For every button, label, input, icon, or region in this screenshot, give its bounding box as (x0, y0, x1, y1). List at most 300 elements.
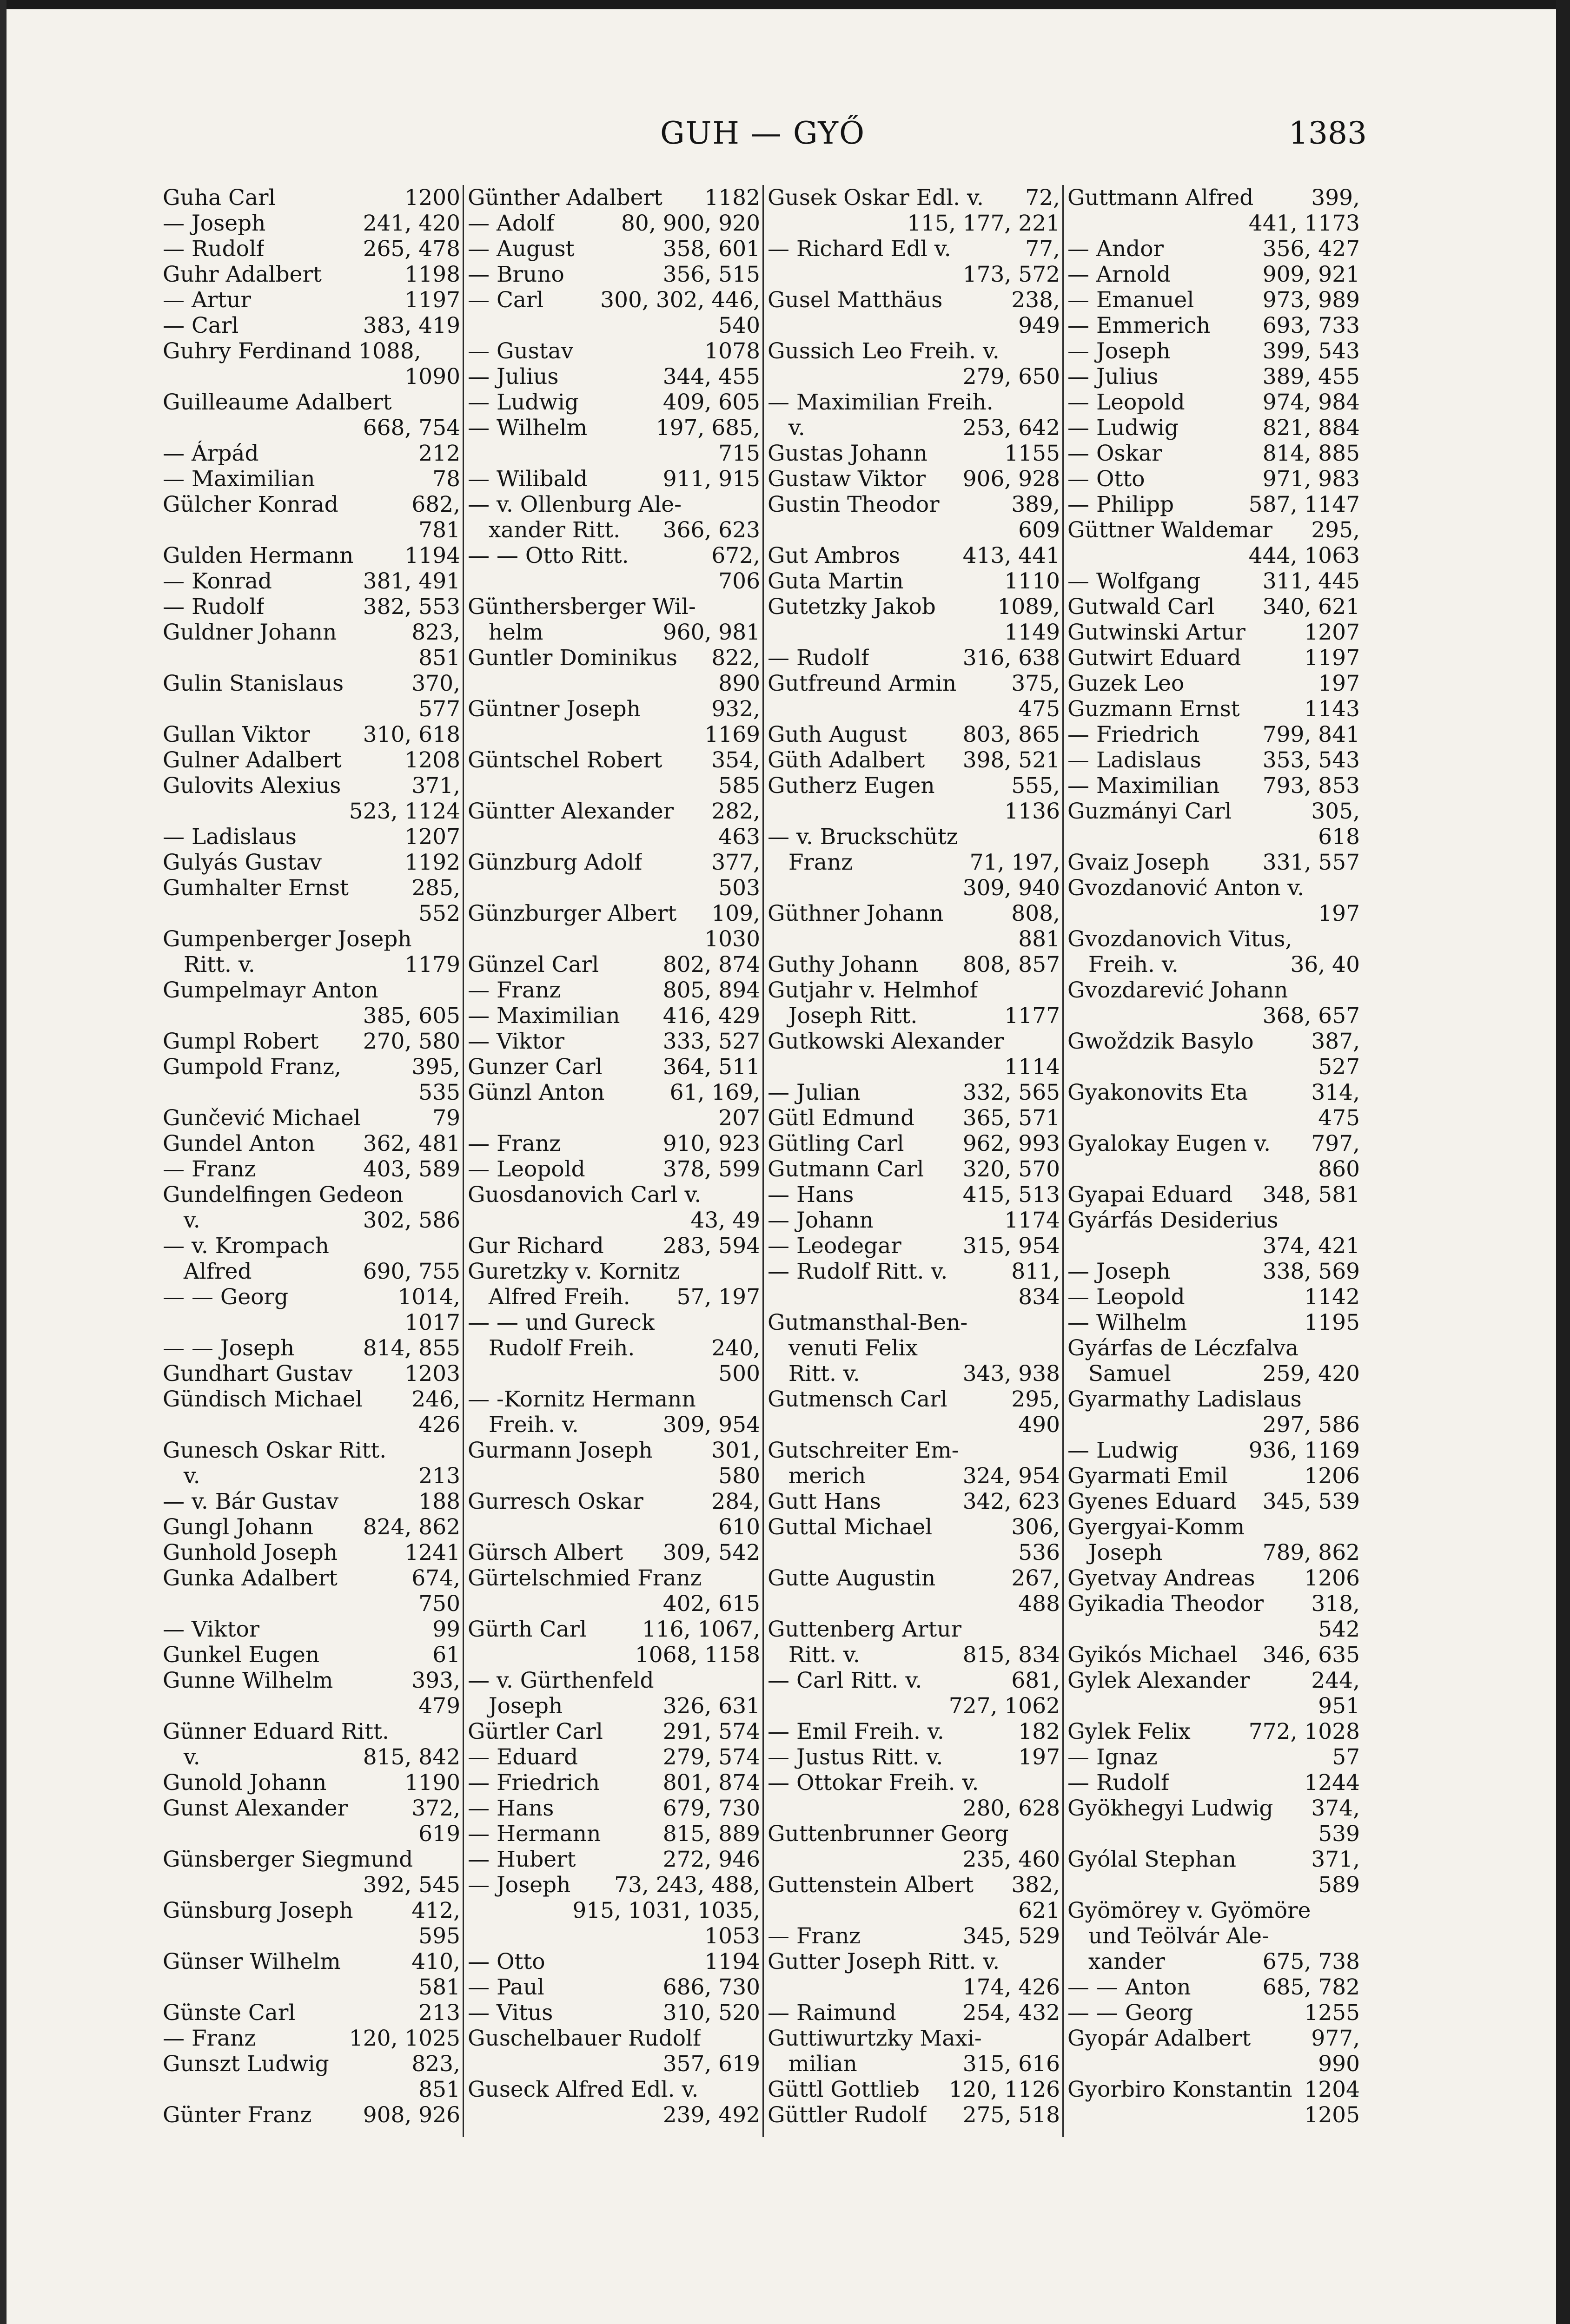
entry-pages: 1030 (704, 926, 760, 952)
entry-name: Gulin Stanislaus (163, 671, 344, 696)
index-entry (1067, 568, 1360, 594)
index-entry (1067, 824, 1360, 850)
entry-pages: 315, 954 (962, 1233, 1060, 1259)
entry-pages: 580 (718, 1463, 760, 1489)
entry-pages: 823, (411, 620, 460, 645)
entry-pages: 1014, (397, 1284, 460, 1310)
entry-pages: 824, 862 (363, 1514, 460, 1540)
index-entry (768, 568, 1060, 594)
entry-pages: 1195 (1304, 1310, 1360, 1335)
index-entry (468, 1131, 760, 1156)
entry-pages: 244, (1311, 1668, 1360, 1693)
index-entry (768, 952, 1060, 977)
entry-name: — Ignaz (1067, 1744, 1158, 1770)
entry-pages: 265, 478 (363, 236, 460, 262)
entry-name: — Carl Ritt. v. (768, 1668, 922, 1693)
entry-pages: 366, 623 (662, 517, 760, 543)
entry-name: Güntschel Robert (468, 747, 662, 773)
entry-pages: 915, 1031, 1035, (572, 1898, 760, 1923)
index-entry (1067, 1949, 1360, 1974)
index-entry (468, 952, 760, 977)
entry-name: Guttenbrunner Georg (768, 1821, 1009, 1847)
entry-pages: 272, 946 (662, 1847, 760, 1872)
index-entry (1067, 1029, 1360, 1054)
index-entry (1067, 850, 1360, 875)
index-entry (1067, 287, 1360, 313)
entry-pages: 415, 513 (962, 1182, 1060, 1208)
index-entry (1067, 645, 1360, 671)
entry-pages: 354, (711, 747, 760, 773)
index-entry (163, 1489, 460, 1514)
index-entry (468, 1438, 760, 1463)
index-entry (1067, 543, 1360, 568)
entry-pages: 910, 923 (662, 1131, 760, 1156)
index-entry (768, 1335, 1060, 1361)
entry-pages: 346, 635 (1262, 1642, 1360, 1668)
index-entry (163, 1642, 460, 1668)
index-entry (468, 1668, 760, 1693)
entry-name: — Ladislaus (1067, 747, 1201, 773)
entry-name: — v. Bruckschütz (768, 824, 958, 850)
index-entry (468, 1719, 760, 1744)
index-entry (468, 262, 760, 287)
entry-name: — Raimund (768, 2000, 896, 2026)
entry-pages: 370, (411, 671, 460, 696)
entry-name: Gyakonovits Eta (1067, 1080, 1248, 1105)
index-entry (468, 2077, 760, 2102)
entry-pages: 332, 565 (962, 1080, 1060, 1105)
entry-name: Alfred (163, 1259, 252, 1284)
index-entry (1067, 364, 1360, 390)
entry-name: Gunst Alexander (163, 1796, 348, 1821)
index-entry (768, 1540, 1060, 1565)
entry-pages: 285, (411, 875, 460, 901)
entry-pages: 77, (1025, 236, 1060, 262)
index-entry (163, 1565, 460, 1591)
index-entry (468, 543, 760, 568)
index-entry (163, 1438, 460, 1463)
entry-pages: 609 (1018, 517, 1060, 543)
scan-border-left (0, 0, 7, 2324)
index-entry (768, 1565, 1060, 1591)
index-entry (163, 313, 460, 338)
index-entry (468, 747, 760, 773)
entry-pages: 1206 (1304, 1463, 1360, 1489)
entry-pages: 908, 926 (363, 2102, 460, 2128)
entry-pages: 1244 (1304, 1770, 1360, 1796)
entry-pages: 283, 594 (662, 1233, 760, 1259)
entry-name: v. (163, 1744, 200, 1770)
entry-name: Joseph Ritt. (768, 1003, 918, 1029)
entry-name: Güntter Alexander (468, 799, 674, 824)
index-entry (1067, 1208, 1360, 1233)
entry-pages: 188 (418, 1489, 460, 1514)
entry-pages: 197 (1018, 1744, 1060, 1770)
entry-name: Günsberger Siegmund (163, 1847, 413, 1872)
entry-pages: 1110 (1004, 568, 1060, 594)
entry-pages: 392, 545 (363, 1872, 460, 1898)
entry-name: Gyömörey v. Gyömöre (1067, 1898, 1311, 1923)
index-entry (768, 1770, 1060, 1796)
entry-pages: 372, (411, 1796, 460, 1821)
index-entry (768, 1949, 1060, 1974)
entry-name: — Konrad (163, 568, 272, 594)
entry-pages: 1068, 1158 (635, 1642, 760, 1668)
index-entry (1067, 1463, 1360, 1489)
entry-name: Gvozdanovich Vitus, (1067, 926, 1292, 952)
index-entry (163, 722, 460, 747)
entry-pages: 309, 940 (962, 875, 1060, 901)
entry-pages: 356, 427 (1262, 236, 1360, 262)
entry-name: Gündisch Michael (163, 1386, 363, 1412)
index-entry (768, 2051, 1060, 2077)
index-entry (163, 185, 460, 211)
index-entry (1067, 2000, 1360, 2026)
scan-border-right (1556, 0, 1570, 2324)
entry-pages: 668, 754 (363, 415, 460, 441)
entry-name: Guseck Alfred Edl. v. (468, 2077, 699, 2102)
entry-pages: 542 (1318, 1617, 1360, 1642)
index-entry (163, 799, 460, 824)
entry-pages: 1169 (704, 722, 760, 747)
entry-name: Gyalokay Eugen v. (1067, 1131, 1271, 1156)
entry-pages: 362, 481 (363, 1131, 460, 1156)
entry-pages: 581 (418, 1974, 460, 2000)
entry-name: Gyarmati Emil (1067, 1463, 1228, 1489)
entry-name: Gyapai Eduard (1067, 1182, 1233, 1208)
entry-pages: 331, 557 (1262, 850, 1360, 875)
entry-pages: 585 (718, 773, 760, 799)
index-entry (1067, 313, 1360, 338)
index-entry (163, 1693, 460, 1719)
entry-name: Gulyás Gustav (163, 850, 322, 875)
index-entry (163, 390, 460, 415)
entry-name: — v. Ollenburg Ale- (468, 492, 682, 517)
entry-name: Ritt. v. (768, 1361, 860, 1386)
entry-name: Günter Franz (163, 2102, 312, 2128)
index-entry (768, 747, 1060, 773)
entry-pages: 1204 (1304, 2077, 1360, 2102)
index-entry (163, 773, 460, 799)
entry-name: Gungl Johann (163, 1514, 314, 1540)
entry-pages: 61, 169, (669, 1080, 760, 1105)
entry-pages: 240, (711, 1335, 760, 1361)
entry-name: Gyárfas de Léczfalva (1067, 1335, 1299, 1361)
entry-pages: 426 (418, 1412, 460, 1438)
index-entry (768, 722, 1060, 747)
index-entry (1067, 1335, 1360, 1361)
index-entry (468, 364, 760, 390)
entry-name: Gumpenberger Joseph (163, 926, 412, 952)
entry-name: Gumhalter Ernst (163, 875, 349, 901)
index-entry (163, 1668, 460, 1693)
entry-name: — Arnold (1067, 262, 1171, 287)
index-entry (768, 696, 1060, 722)
index-entry (1067, 722, 1360, 747)
index-entry (768, 1617, 1060, 1642)
entry-name: Gumpold Franz, (163, 1054, 341, 1080)
entry-name: Günzel Carl (468, 952, 599, 977)
entry-pages: 197, 685, (656, 415, 760, 441)
entry-pages: 1197 (1304, 645, 1360, 671)
entry-pages: 395, (411, 1054, 460, 1080)
entry-pages: 375, (1011, 671, 1060, 696)
index-entry (1067, 1847, 1360, 1872)
entry-name: — -Kornitz Hermann (468, 1386, 696, 1412)
index-entry (468, 211, 760, 236)
entry-name: Gusel Matthäus (768, 287, 943, 313)
entry-pages: 235, 460 (962, 1847, 1060, 1872)
entry-name: — Hermann (468, 1821, 601, 1847)
index-entry (768, 773, 1060, 799)
entry-name: — Joseph (468, 1872, 571, 1898)
index-entry (768, 185, 1060, 211)
index-entry (468, 236, 760, 262)
entry-pages: 681, (1011, 1668, 1060, 1693)
entry-name: — Maximilian (163, 466, 315, 492)
entry-name: Guldner Johann (163, 620, 337, 645)
entry-name: Gutwald Carl (1067, 594, 1215, 620)
entry-pages: 973, 989 (1262, 287, 1360, 313)
entry-pages: 1198 (404, 262, 460, 287)
index-entry (1067, 1796, 1360, 1821)
entry-name: Guhr Adalbert (163, 262, 322, 287)
index-entry (768, 1361, 1060, 1386)
index-entry (468, 594, 760, 620)
entry-pages: 444, 1063 (1248, 543, 1360, 568)
entry-pages: 1017 (404, 1310, 460, 1335)
index-entry (768, 1182, 1060, 1208)
entry-pages: 1090 (404, 364, 460, 390)
entry-name: — Joseph (1067, 338, 1171, 364)
entry-name: Gyergyai-Komm (1067, 1514, 1245, 1540)
index-entry (163, 2102, 460, 2128)
entry-pages: 1053 (704, 1923, 760, 1949)
entry-name: — Árpád (163, 441, 259, 466)
entry-name: Gunzer Carl (468, 1054, 603, 1080)
index-entry (768, 1974, 1060, 2000)
index-entry (468, 2026, 760, 2051)
entry-pages: 587, 1147 (1248, 492, 1360, 517)
index-entry (468, 415, 760, 441)
index-entry (163, 1310, 460, 1335)
entry-pages: 808, (1011, 901, 1060, 926)
entry-name: Gyólal Stephan (1067, 1847, 1236, 1872)
entry-pages: 1255 (1304, 2000, 1360, 2026)
index-entry (768, 1131, 1060, 1156)
entry-pages: 348, 581 (1262, 1182, 1360, 1208)
index-column-4 (1062, 185, 1360, 2137)
entry-name: — Maximilian Freih. (768, 390, 994, 415)
entry-pages: 358, 601 (662, 236, 760, 262)
entry-name: — Ludwig (1067, 415, 1179, 441)
entry-name: Gustin Theodor (768, 492, 940, 517)
index-entry (468, 799, 760, 824)
index-entry (163, 466, 460, 492)
entry-pages: 267, (1011, 1565, 1060, 1591)
entry-name: Gyárfás Desiderius (1067, 1208, 1279, 1233)
entry-pages: 536 (1018, 1540, 1060, 1565)
index-entry (1067, 1156, 1360, 1182)
index-entry (1067, 1182, 1360, 1208)
entry-name: Günzburg Adolf (468, 850, 643, 875)
entry-pages: 1174 (1004, 1208, 1060, 1233)
entry-name: Joseph (1067, 1540, 1163, 1565)
index-entry (768, 466, 1060, 492)
entry-pages: 962, 993 (962, 1131, 1060, 1156)
entry-pages: 932, (711, 696, 760, 722)
entry-pages: 357, 619 (662, 2051, 760, 2077)
index-entry (1067, 2026, 1360, 2051)
index-entry (768, 620, 1060, 645)
index-entry (468, 1693, 760, 1719)
entry-pages: 338, 569 (1262, 1259, 1360, 1284)
index-entry (468, 2102, 760, 2128)
entry-name: Gustas Johann (768, 441, 927, 466)
index-entry (468, 492, 760, 517)
entry-pages: 371, (1311, 1847, 1360, 1872)
entry-pages: 412, (411, 1898, 460, 1923)
index-entry (768, 977, 1060, 1003)
entry-name: Gylek Felix (1067, 1719, 1191, 1744)
entry-name: — Julius (468, 364, 559, 390)
entry-name: Gutschreiter Em- (768, 1438, 959, 1463)
entry-pages: 814, 855 (363, 1335, 460, 1361)
index-entry (768, 1642, 1060, 1668)
entry-pages: 822, (711, 645, 760, 671)
entry-name: Gur Richard (468, 1233, 604, 1259)
index-entry (163, 977, 460, 1003)
entry-pages: 990 (1318, 2051, 1360, 2077)
entry-pages: 808, 857 (962, 952, 1060, 977)
entry-pages: 365, 571 (962, 1105, 1060, 1131)
entry-pages: 318, (1311, 1591, 1360, 1617)
index-entry (1067, 671, 1360, 696)
entry-pages: 306, (1011, 1514, 1060, 1540)
entry-pages: 799, 841 (1262, 722, 1360, 747)
index-entry (468, 287, 760, 313)
entry-pages: 57, 197 (676, 1284, 760, 1310)
entry-name: — Carl (163, 313, 239, 338)
entry-pages: 1207 (404, 824, 460, 850)
entry-name: Günzl Anton (468, 1080, 605, 1105)
entry-name: Gundhart Gustav (163, 1361, 353, 1386)
index-entry (1067, 747, 1360, 773)
index-entry (768, 287, 1060, 313)
entry-name: — Franz (468, 977, 561, 1003)
entry-pages: 951 (1318, 1693, 1360, 1719)
index-entry (468, 696, 760, 722)
entry-pages: 1078 (704, 338, 760, 364)
entry-name: Rudolf Freih. (468, 1335, 635, 1361)
entry-name: Gwoždzik Basylo (1067, 1029, 1254, 1054)
entry-name: — Johann (768, 1208, 874, 1233)
index-entry (1067, 773, 1360, 799)
index-entry (1067, 2077, 1360, 2102)
entry-name: — v. Krompach (163, 1233, 329, 1259)
entry-pages: 503 (718, 875, 760, 901)
entry-pages: 344, 455 (662, 364, 760, 390)
entry-name: — Ludwig (468, 390, 579, 415)
entry-name: — Richard Edl v. (768, 236, 951, 262)
entry-pages: 374, 421 (1262, 1233, 1360, 1259)
entry-name: Guha Carl (163, 185, 276, 211)
entry-name: Gutetzky Jakob (768, 594, 936, 620)
index-entry (768, 926, 1060, 952)
entry-pages: 399, (1311, 185, 1360, 211)
entry-pages: 802, 874 (662, 952, 760, 977)
entry-name: Guta Martin (768, 568, 904, 594)
entry-pages: 413, 441 (962, 543, 1060, 568)
entry-name: — Franz (468, 1131, 561, 1156)
entry-pages: 345, 539 (1262, 1489, 1360, 1514)
entry-pages: 1203 (404, 1361, 460, 1386)
index-entry (468, 824, 760, 850)
index-entry (468, 1744, 760, 1770)
entry-name: — Friedrich (1067, 722, 1200, 747)
index-entry (468, 645, 760, 671)
entry-name: Gyenes Eduard (1067, 1489, 1237, 1514)
index-entry (468, 1182, 760, 1208)
entry-pages: 750 (418, 1591, 460, 1617)
entry-pages: 540 (718, 313, 760, 338)
index-entry (1067, 1310, 1360, 1335)
index-entry (768, 1259, 1060, 1284)
index-entry (768, 236, 1060, 262)
index-entry (1067, 211, 1360, 236)
index-column-1 (163, 185, 460, 2128)
index-entry (1067, 799, 1360, 824)
index-entry (768, 1719, 1060, 1744)
entry-name: Gutmensch Carl (768, 1386, 947, 1412)
index-entry (768, 671, 1060, 696)
entry-name: — Friedrich (468, 1770, 600, 1796)
entry-pages: 936, 1169 (1248, 1438, 1360, 1463)
index-entry (768, 1029, 1060, 1054)
entry-name: — — Otto Ritt. (468, 543, 629, 568)
entry-name: — v. Bár Gustav (163, 1489, 339, 1514)
entry-name: — Gustav (468, 338, 574, 364)
entry-pages: 890 (718, 671, 760, 696)
entry-pages: 207 (718, 1105, 760, 1131)
index-entry (768, 543, 1060, 568)
entry-pages: 71, 197, (969, 850, 1060, 875)
index-entry (1067, 1105, 1360, 1131)
index-entry (1067, 1923, 1360, 1949)
index-entry (468, 1284, 760, 1310)
entry-pages: 686, 730 (662, 1974, 760, 2000)
entry-pages: 377, (711, 850, 760, 875)
entry-pages: 715 (718, 441, 760, 466)
entry-name: Günthersberger Wil- (468, 594, 696, 620)
index-entry (1067, 875, 1360, 901)
entry-pages: 387, (1311, 1029, 1360, 1054)
index-entry (1067, 1617, 1360, 1642)
index-entry (163, 1898, 460, 1923)
entry-name: Gunka Adalbert (163, 1565, 338, 1591)
index-entry (768, 313, 1060, 338)
index-entry (1067, 1412, 1360, 1438)
entry-pages: 398, 521 (962, 747, 1060, 773)
index-entry (1067, 1821, 1360, 1847)
index-entry (163, 671, 460, 696)
entry-pages: 275, 518 (962, 2102, 1060, 2128)
entry-name: — Hubert (468, 1847, 576, 1872)
index-entry (768, 364, 1060, 390)
entry-pages: 79 (432, 1105, 460, 1131)
entry-pages: 906, 928 (962, 466, 1060, 492)
entry-pages: 909, 921 (1262, 262, 1360, 287)
